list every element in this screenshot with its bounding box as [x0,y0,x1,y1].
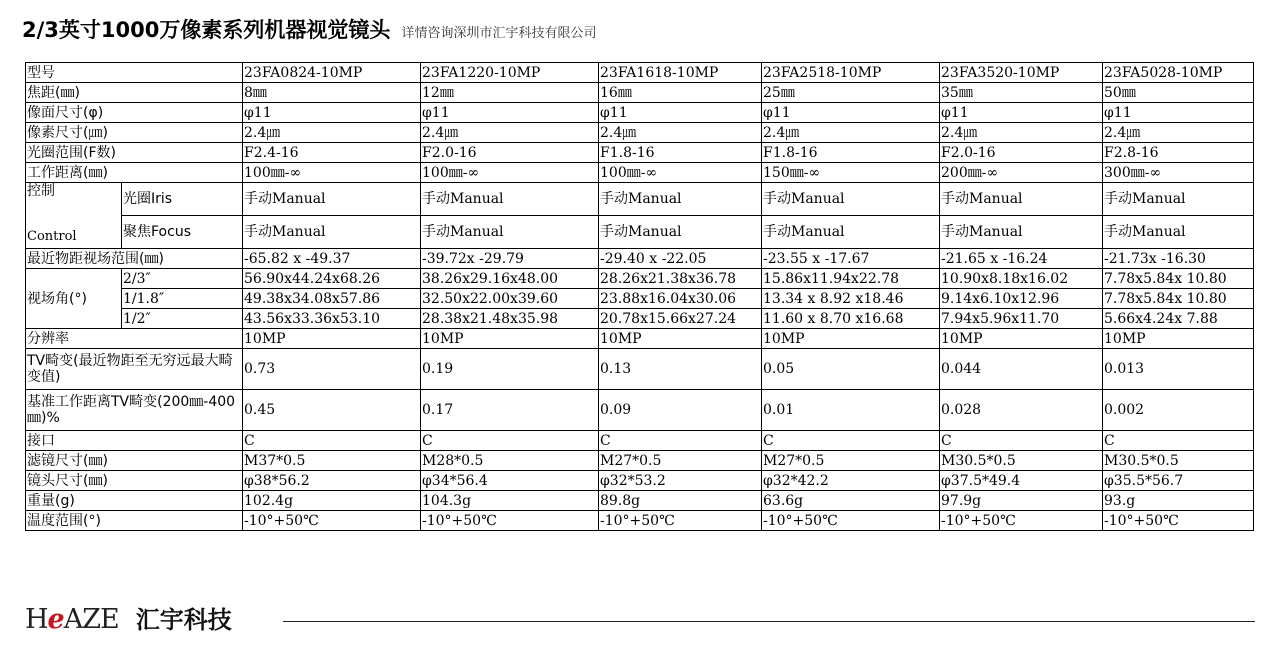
table-cell: 43.56x33.36x53.10 [243,309,421,329]
row-label-focus: 聚焦Focus [122,216,243,249]
table-cell: 104.3g [421,491,599,511]
fov-sensor-label: 2/3″ [122,269,243,289]
table-row [26,216,1254,249]
table-row [26,183,1254,216]
table-cell: 7.78x5.84x 10.80 [1103,289,1254,309]
row-label-resolution: 分辨率 [26,329,243,349]
table-cell: M30.5*0.5 [1103,451,1254,471]
fov-sensor-label: 1/1.8″ [122,289,243,309]
logo-wordmark [25,604,119,635]
model-cell: 23FA1618-10MP [599,63,762,83]
spec-table-body [26,63,1254,531]
table-cell: C [1103,431,1254,451]
table-cell: 56.90x44.24x68.26 [243,269,421,289]
table-cell: 手动Manual [243,183,421,216]
logo-letters: AZE [63,604,119,635]
row-label-min-field: 最近物距视场范围(㎜) [26,249,243,269]
model-cell: 23FA2518-10MP [762,63,940,83]
table-row [26,349,1254,390]
table-cell: 0.45 [243,390,421,431]
table-cell: -21.65 x -16.24 [940,249,1103,269]
page-subtitle: 详情咨询深圳市汇宇科技有限公司 [401,26,597,41]
row-label-weight: 重量(g) [26,491,243,511]
table-cell: C [243,431,421,451]
table-cell: φ38*56.2 [243,471,421,491]
table-row [26,269,1254,289]
table-cell: 10MP [762,329,940,349]
table-cell: 0.73 [243,349,421,390]
table-cell: 10.90x8.18x16.02 [940,269,1103,289]
table-cell: 手动Manual [421,216,599,249]
row-label-mount: 接口 [26,431,243,451]
table-cell: 49.38x34.08x57.86 [243,289,421,309]
row-label-focal: 焦距(㎜) [26,83,243,103]
spec-table [25,62,1254,531]
model-cell: 23FA5028-10MP [1103,63,1254,83]
table-cell: 0.01 [762,390,940,431]
table-cell: 32.50x22.00x39.60 [421,289,599,309]
table-cell: 100㎜-∞ [421,163,599,183]
footer-divider [283,621,1255,622]
table-cell: 手动Manual [243,216,421,249]
table-row [26,431,1254,451]
table-cell: 10MP [243,329,421,349]
table-cell: 2.4㎛ [243,123,421,143]
row-label-model: 型号 [26,63,243,83]
page-title: 2/3英寸1000万像素系列机器视觉镜头 [22,18,391,42]
table-cell: φ34*56.4 [421,471,599,491]
model-cell: 23FA0824-10MP [243,63,421,83]
table-cell: -10°+50℃ [940,511,1103,531]
row-label-temperature: 温度范围(°) [26,511,243,531]
table-cell: φ35.5*56.7 [1103,471,1254,491]
row-label-aperture: 光圈范围(F数) [26,143,243,163]
row-label-image-size: 像面尺寸(φ) [26,103,243,123]
table-cell: 200㎜-∞ [940,163,1103,183]
table-cell: 102.4g [243,491,421,511]
table-cell: M37*0.5 [243,451,421,471]
table-cell: 5.66x4.24x 7.88 [1103,309,1254,329]
table-row [26,123,1254,143]
table-cell: 23.88x16.04x30.06 [599,289,762,309]
logo-letter: H [25,604,48,635]
table-cell: -39.72x -29.79 [421,249,599,269]
table-cell: 100㎜-∞ [599,163,762,183]
table-cell: φ11 [940,103,1103,123]
company-logo [25,600,232,635]
table-cell: 97.9g [940,491,1103,511]
table-cell: -21.73x -16.30 [1103,249,1254,269]
model-cell: 23FA1220-10MP [421,63,599,83]
model-cell: 23FA3520-10MP [940,63,1103,83]
table-cell: -10°+50℃ [762,511,940,531]
table-cell: 11.60 x 8.70 x16.68 [762,309,940,329]
row-label-filter: 滤镜尺寸(㎜) [26,451,243,471]
table-cell: -29.40 x -22.05 [599,249,762,269]
table-row [26,289,1254,309]
table-cell: 手动Manual [762,216,940,249]
table-cell: C [940,431,1103,451]
table-cell: φ11 [421,103,599,123]
table-cell: 手动Manual [599,216,762,249]
row-label-tv-distortion-ref: 基准工作距离TV畸变(200㎜-400㎜)% [26,390,243,431]
table-cell: 10MP [1103,329,1254,349]
table-cell: F1.8-16 [599,143,762,163]
table-cell: 89.8g [599,491,762,511]
table-cell: 35㎜ [940,83,1103,103]
control-label-cn: 控制 [27,183,55,199]
table-cell: C [599,431,762,451]
table-cell: 0.13 [599,349,762,390]
table-cell: M27*0.5 [599,451,762,471]
table-cell: φ32*42.2 [762,471,940,491]
table-cell: C [762,431,940,451]
logo-company-name: 汇宇科技 [135,606,232,634]
table-cell: 0.19 [421,349,599,390]
page-header [22,14,596,44]
table-row [26,491,1254,511]
table-row [26,63,1254,83]
table-cell: -10°+50℃ [243,511,421,531]
table-cell: φ11 [243,103,421,123]
table-row [26,511,1254,531]
table-cell: 50㎜ [1103,83,1254,103]
table-cell: M28*0.5 [421,451,599,471]
table-cell: M30.5*0.5 [940,451,1103,471]
table-cell: 13.34 x 8.92 x18.46 [762,289,940,309]
table-cell: 38.26x29.16x48.00 [421,269,599,289]
table-cell: 7.78x5.84x 10.80 [1103,269,1254,289]
row-label-working-distance: 工作距离(㎜) [26,163,243,183]
table-cell: 手动Manual [940,183,1103,216]
fov-sensor-label: 1/2″ [122,309,243,329]
table-cell: 手动Manual [940,216,1103,249]
table-row [26,83,1254,103]
table-cell: -10°+50℃ [421,511,599,531]
table-row [26,143,1254,163]
table-cell: 7.94x5.96x11.70 [940,309,1103,329]
table-cell: 0.17 [421,390,599,431]
table-cell: 10MP [940,329,1103,349]
table-cell: F1.8-16 [762,143,940,163]
table-cell: 300㎜-∞ [1103,163,1254,183]
table-cell: F2.4-16 [243,143,421,163]
table-row [26,451,1254,471]
table-cell: 28.26x21.38x36.78 [599,269,762,289]
row-label-fov: 视场角(°) [26,269,122,329]
table-cell: C [421,431,599,451]
table-cell: 28.38x21.48x35.98 [421,309,599,329]
table-row [26,471,1254,491]
table-row [26,329,1254,349]
table-cell: 0.013 [1103,349,1254,390]
table-cell: 10MP [421,329,599,349]
table-cell: 2.4㎛ [1103,123,1254,143]
logo-letter-accent: e [47,604,64,635]
table-cell: φ11 [599,103,762,123]
table-cell: 手动Manual [1103,183,1254,216]
table-row [26,163,1254,183]
table-cell: 0.09 [599,390,762,431]
control-label-en: Control [27,229,77,244]
table-cell: -10°+50℃ [1103,511,1254,531]
table-cell: 0.044 [940,349,1103,390]
table-cell: -65.82 x -49.37 [243,249,421,269]
table-row [26,309,1254,329]
table-cell: 2.4㎛ [599,123,762,143]
table-cell: 10MP [599,329,762,349]
table-cell: 100㎜-∞ [243,163,421,183]
row-label-pixel-size: 像素尺寸(㎛) [26,123,243,143]
table-cell: -10°+50℃ [599,511,762,531]
table-row [26,103,1254,123]
table-cell: 0.05 [762,349,940,390]
table-cell: 25㎜ [762,83,940,103]
table-cell: 150㎜-∞ [762,163,940,183]
row-label-iris: 光圈Iris [122,183,243,216]
table-cell: 2.4㎛ [762,123,940,143]
table-cell: F2.8-16 [1103,143,1254,163]
table-cell: 93.g [1103,491,1254,511]
table-cell: 8㎜ [243,83,421,103]
table-cell: 20.78x15.66x27.24 [599,309,762,329]
table-cell: 12㎜ [421,83,599,103]
table-cell: 手动Manual [1103,216,1254,249]
table-cell: 15.86x11.94x22.78 [762,269,940,289]
table-cell: -23.55 x -17.67 [762,249,940,269]
table-cell: 0.002 [1103,390,1254,431]
table-cell: F2.0-16 [421,143,599,163]
row-label-lens-size: 镜头尺寸(㎜) [26,471,243,491]
table-cell: 16㎜ [599,83,762,103]
table-cell: 2.4㎛ [421,123,599,143]
table-cell: 手动Manual [421,183,599,216]
table-cell: 2.4㎛ [940,123,1103,143]
table-cell: φ11 [1103,103,1254,123]
table-cell: φ32*53.2 [599,471,762,491]
table-cell: 手动Manual [599,183,762,216]
row-label-tv-distortion-max: TV畸变(最近物距至无穷远最大畸变值) [26,349,243,390]
table-cell: 手动Manual [762,183,940,216]
table-cell: 63.6g [762,491,940,511]
row-label-control [26,183,122,249]
table-cell: 9.14x6.10x12.96 [940,289,1103,309]
table-row [26,390,1254,431]
table-cell: F2.0-16 [940,143,1103,163]
table-cell: φ37.5*49.4 [940,471,1103,491]
page-footer [25,600,1255,636]
table-cell: M27*0.5 [762,451,940,471]
table-row [26,249,1254,269]
table-cell: 0.028 [940,390,1103,431]
table-cell: φ11 [762,103,940,123]
